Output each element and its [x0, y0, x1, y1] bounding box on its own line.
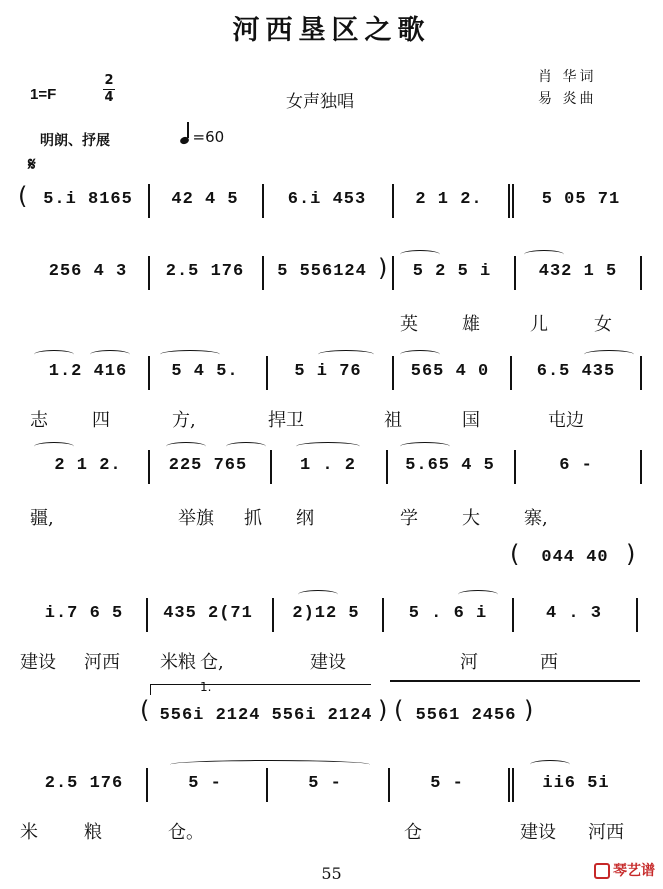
repeat-paren-close: )	[378, 254, 388, 282]
measure: 1.2 416	[48, 362, 128, 381]
barline	[146, 768, 148, 802]
aux-paren-close: )	[626, 540, 636, 568]
measure: 5 2 5 i	[412, 262, 492, 281]
measure: 5561 2456	[415, 706, 517, 725]
lyric-syllable: 纲	[296, 508, 314, 529]
lyric-syllable: 粮	[84, 822, 102, 843]
lyric-syllable: 学	[400, 508, 418, 529]
barline	[508, 184, 510, 218]
barline	[388, 768, 390, 802]
measure: 6.5 435	[536, 362, 616, 381]
measure: 2.5 176	[165, 262, 245, 281]
aux-measure: 044 40	[541, 548, 609, 567]
watermark-logo-icon	[594, 863, 610, 879]
slur	[34, 350, 74, 359]
lyric-syllable: 米	[20, 822, 38, 843]
barline	[640, 450, 642, 484]
measure: 42 4 5	[171, 190, 239, 209]
volta-label: 1.	[200, 680, 212, 694]
measure: 2 1 2.	[54, 456, 122, 475]
page-number: 55	[321, 864, 342, 883]
barline	[382, 598, 384, 632]
measure: 256 4 3	[48, 262, 128, 281]
lyricist-credit: 肖 华词	[538, 69, 597, 85]
lyric-syllable: 米粮	[160, 652, 196, 673]
lyric-syllable: 西	[540, 652, 558, 673]
measure: 2)12 5	[292, 604, 360, 623]
watermark	[594, 860, 655, 880]
measure: 5 556124	[277, 262, 367, 281]
lyric-syllable: 屯边	[548, 410, 584, 431]
barline	[514, 256, 516, 290]
segno-icon: 𝄋	[28, 154, 36, 175]
subtitle: 女声独唱	[286, 92, 354, 112]
time-signature	[103, 74, 115, 105]
accomp-paren-close: )	[378, 696, 388, 724]
lyric-syllable: 祖	[384, 410, 402, 431]
meter-bottom: 4	[104, 90, 114, 105]
tempo-text: 明朗、抒展	[40, 133, 110, 149]
barline	[512, 184, 514, 218]
repeat-paren-open: (	[18, 182, 28, 210]
page-title: 河西垦区之歌	[232, 15, 431, 46]
measure: 6 -	[559, 456, 593, 475]
watermark-text: 琴艺谱	[613, 863, 655, 879]
barline	[266, 768, 268, 802]
lyric-syllable: 方,	[172, 410, 196, 431]
measure: 5 4 5.	[171, 362, 239, 381]
slur	[458, 590, 498, 599]
measure: 5 05 71	[541, 190, 621, 209]
measure: 4 . 3	[545, 604, 602, 623]
metronome-value: =60	[192, 128, 225, 146]
measure: 432 1 5	[538, 262, 618, 281]
measure: 2.5 176	[44, 774, 124, 793]
lyric-syllable: 英	[400, 314, 418, 335]
barline	[512, 768, 514, 802]
lyric-syllable: 河西	[84, 652, 120, 673]
measure: 5 -	[188, 774, 222, 793]
lyric-syllable: 建设	[310, 652, 346, 673]
lyric-syllable: 疆,	[30, 508, 54, 529]
slur	[296, 442, 360, 451]
barline	[510, 356, 512, 390]
lyric-syllable: 雄	[462, 314, 480, 335]
metronome-mark	[180, 126, 224, 146]
measure: 1 . 2	[299, 456, 356, 475]
lyric-syllable: 建设	[520, 822, 556, 843]
measure: 5.65 4 5	[405, 456, 495, 475]
lyric-syllable: 国	[462, 410, 480, 431]
measure: 225 765	[168, 456, 248, 475]
continuation-line	[390, 680, 640, 682]
lyric-syllable: 河西	[588, 822, 624, 843]
lyric-syllable: 儿	[530, 314, 548, 335]
lyric-syllable: 仓。	[168, 822, 204, 843]
lyric-syllable: 四	[92, 410, 110, 431]
lyric-syllable: 河	[460, 652, 478, 673]
lyric-syllable: 大	[462, 508, 480, 529]
lyric-syllable: 抓	[244, 508, 262, 529]
measure: 435 2(71	[163, 604, 253, 623]
accomp-paren-open: (	[394, 696, 404, 724]
slur	[160, 350, 220, 359]
lyric-syllable: 志	[30, 410, 48, 431]
lyric-syllable: 捍卫	[268, 410, 304, 431]
measure: 2 1 2.	[415, 190, 483, 209]
slur	[90, 350, 130, 359]
key-signature: 1=F	[30, 86, 57, 103]
lyric-syllable: 女	[594, 314, 612, 335]
slur	[298, 590, 338, 599]
aux-paren-open: (	[510, 540, 520, 568]
measure: 5.i 8165	[43, 190, 133, 209]
measure: ii6 5i	[542, 774, 610, 793]
slur	[524, 250, 564, 259]
barline	[640, 256, 642, 290]
measure: 5 . 6 i	[408, 604, 488, 623]
lyric-syllable: 仓	[404, 822, 422, 843]
measure: 565 4 0	[410, 362, 490, 381]
measure: 556i 2124 556i 2124	[159, 706, 373, 725]
measure: 5 -	[430, 774, 464, 793]
slur	[166, 442, 206, 451]
slur	[400, 442, 450, 451]
slur	[34, 442, 74, 451]
measure: 5 i 76	[294, 362, 362, 381]
measure: i.7 6 5	[44, 604, 124, 623]
meter-top: 2	[104, 73, 114, 88]
lyric-syllable: 仓,	[200, 652, 224, 673]
tie	[170, 760, 370, 769]
measure: 5 -	[308, 774, 342, 793]
lyric-syllable: 举旗	[178, 508, 214, 529]
accomp-paren-close: )	[524, 696, 534, 724]
slur	[530, 760, 570, 769]
accomp-paren-open: (	[140, 696, 150, 724]
barline	[636, 598, 638, 632]
slur	[318, 350, 374, 359]
slur	[226, 442, 266, 451]
slur	[400, 250, 440, 259]
slur	[584, 350, 634, 359]
barline	[640, 356, 642, 390]
slur	[400, 350, 440, 359]
barline	[508, 768, 510, 802]
lyric-syllable: 建设	[20, 652, 56, 673]
measure: 6.i 453	[287, 190, 367, 209]
lyric-syllable: 寨,	[524, 508, 548, 529]
composer-credit: 易 炎曲	[538, 91, 597, 107]
note-stem	[187, 122, 189, 138]
volta-bracket	[150, 684, 371, 695]
